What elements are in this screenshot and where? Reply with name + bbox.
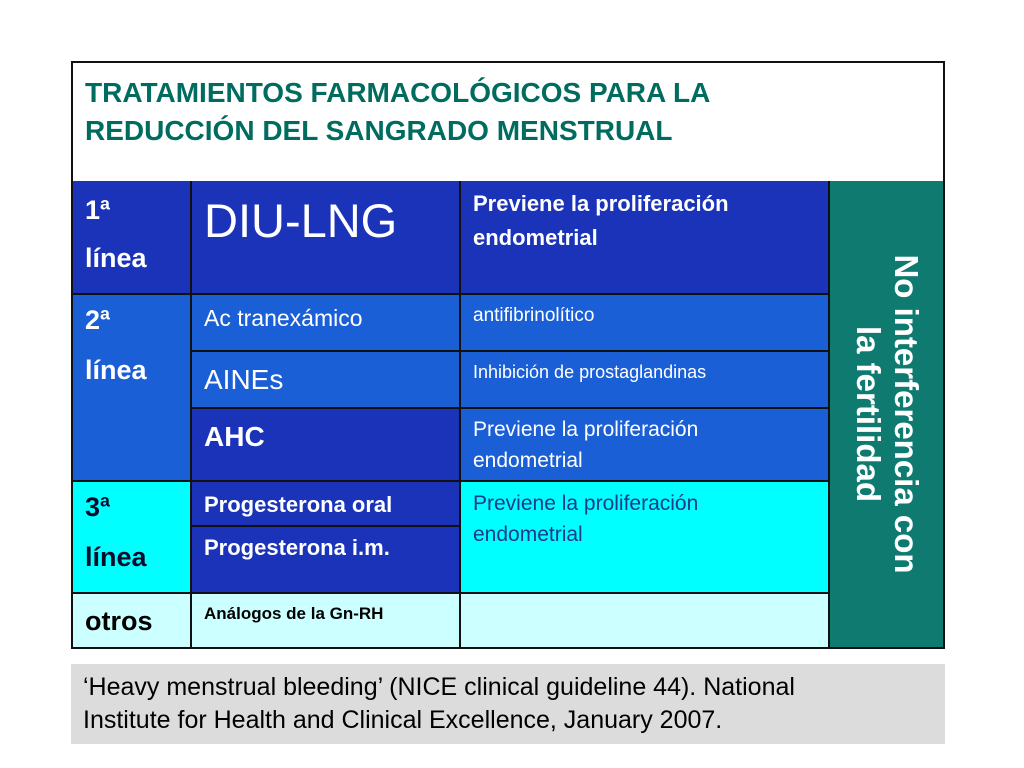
first-line-label-cell [73,181,192,295]
second-line-row1-effect-cell [461,295,830,352]
fertility-note-line-2: la fertilidad [849,325,887,503]
others-effect-cell [461,594,830,647]
second-line-row3-effect-cell [461,409,830,482]
second-line-row3-drug-cell [192,409,461,482]
third-line-drug2-cell [192,527,461,594]
others-label-cell [73,594,192,647]
fertility-note-cell [830,181,943,647]
first-line-effect-2: endometrial [473,225,598,250]
third-line-drug1-cell [192,482,461,527]
treatment-table [71,61,945,649]
first-line-effect-1: Previene la proliferación [473,191,729,216]
second-line-row3-effect-1: Previene la proliferación [473,418,699,441]
title-line-1: TRATAMIENTOS FARMACOLÓGICOS PARA LA [85,77,711,108]
second-line-ordinal: 2ª [85,305,111,335]
second-line-row2-effect-cell [461,352,830,409]
third-line-drug1: Progesterona oral [204,492,393,517]
third-line-effect-1: Previene la proliferación [473,492,699,515]
second-line-row1-drug: Ac tranexámico [204,305,363,331]
first-line-word: línea [85,243,147,273]
citation-line-2: Institute for Health and Clinical Excellence, January 2007. [83,706,723,734]
second-line-label-cell [73,295,192,482]
first-line-drug: DIU-LNG [204,194,398,247]
others-label: otros [85,606,153,636]
second-line-row2-drug: AINEs [204,364,284,395]
second-line-row2-drug-cell [192,352,461,409]
citation-box [71,664,945,744]
fertility-note [849,254,925,573]
title-line-2: REDUCCIÓN DEL SANGRADO MENSTRUAL [85,115,673,146]
second-line-row1-effect: antifibrinolítico [473,305,595,326]
third-line-label-cell [73,482,192,594]
third-line-drug2: Progesterona i.m. [204,535,390,560]
others-drug: Análogos de la Gn-RH [204,604,384,623]
third-line-word: línea [85,542,147,572]
second-line-row1-drug-cell [192,295,461,352]
second-line-row3-drug: AHC [204,421,265,452]
second-line-word: línea [85,355,147,385]
second-line-row3-effect-2: endometrial [473,449,583,472]
second-line-row2-effect: Inhibición de prostaglandinas [473,362,707,382]
first-line-ordinal: 1ª [85,195,111,225]
first-line-effect-cell [461,181,830,295]
third-line-effect-2: endometrial [473,523,583,546]
others-drug-cell [192,594,461,647]
third-line-ordinal: 3ª [85,492,111,522]
first-line-drug-cell [192,181,461,295]
table-title [73,63,943,181]
citation-line-1: ‘Heavy menstrual bleeding’ (NICE clinical guideline 44). National [83,673,795,701]
third-line-effect-cell [461,482,830,594]
fertility-note-line-1: No interferencia con [887,254,925,574]
